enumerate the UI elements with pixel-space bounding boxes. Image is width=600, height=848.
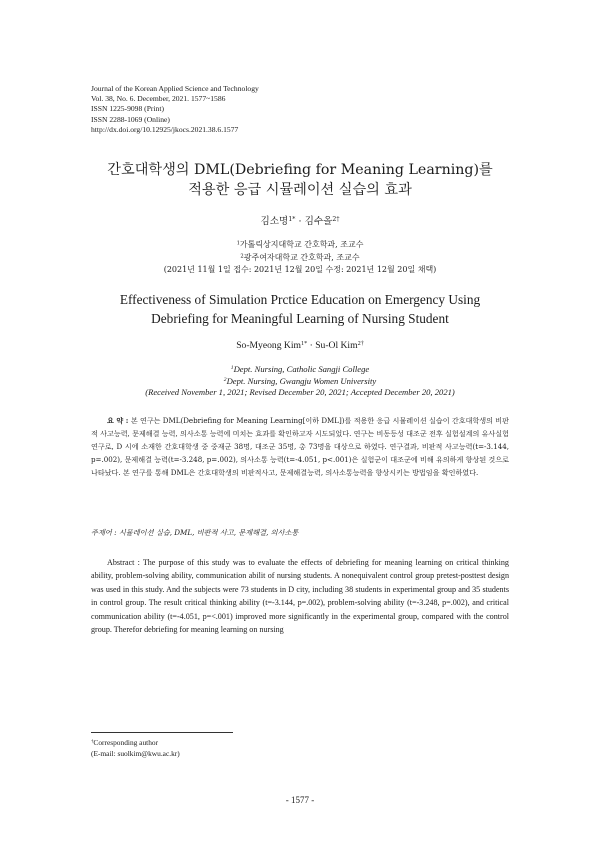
korean-affiliation-2 [0, 252, 600, 265]
korean-abstract [91, 414, 509, 479]
korean-abstract-text: 본 연구는 DML(Debriefing for Meaning Learning[이하 DML])를 적용한 응급 시뮬레이션 실습이 간호대학생의 비판적 사고능력, 문제해결 능력, 의사소통 능력에 미치는 효과를 확인하고자 시도되었다. 연구는 비동등성 대조군 전후 실험설계의 유사실험연구로, D 시에 소재한 간호대학생 중 중재군 38명, 대조군 35명, 총 73명을 대상으로 하였다. 연구결과, 비판적 사고능력(t=-3.144, p=.002), 문제해결 능력(t=-3.248, p=.002), 의사소통 능력(t=-4.051, p<.001)은 실험군이 대조군에 비해 유의하게 향상된 것으로 나타났다. 본 연구를 통해 DML은 간호대학생의 비판적사고, 문제해결능력, 의사소통능력을 향상시키는 방법임을 확인하였다. [91, 416, 510, 477]
korean-authors [0, 213, 600, 227]
korean-aff1-mark: 1 [236, 240, 240, 247]
english-author-2-mark: 2† [357, 339, 364, 347]
author-separator: · [295, 216, 305, 227]
korean-author-2-mark: 2† [332, 215, 340, 223]
english-affiliations [0, 364, 600, 399]
english-abstract-text: The purpose of this study was to evaluate the effects of debriefing for meaning learning on critical thinking ability, problem-solving ability, communication abilit of nursing students. A nonequivalent control group pretest-posttest design was used in this study. And the subjects were 73 students in D city, including 38 students in experimental group and 35 students in control group. The result critical thinking ability (t=-3.144, p=.002), problem-solving ability (t=-3.248, p=.002), and critical communication ability (t=-4.051, p=<.001) improved more significantly in the experimental group, compared with the control group. Therefor debriefing for meaning learning on nursing [91, 558, 509, 635]
english-title-line1: Effectiveness of Simulation Prctice Education on Emergency Using [119, 292, 481, 307]
english-affiliation-1 [0, 364, 600, 376]
journal-issn-print: ISSN 1225-9098 (Print) [91, 104, 164, 114]
keywords: 주제어 : 시뮬레이션 실습, DML, 비판적 사고, 문제해결, 의사소통 [91, 528, 299, 537]
korean-title-line2: 적용한 응급 시뮬레이션 실습의 효과 [188, 182, 412, 198]
journal-volume: Vol. 38, No. 6. December, 2021. 1577~1586 [91, 94, 226, 104]
korean-affiliations [0, 239, 600, 277]
english-affiliation-2 [0, 376, 600, 388]
english-authors [0, 340, 600, 351]
english-title-line2: Debriefing for Meaningful Learning of Nursing Student [151, 311, 449, 326]
corresponding-author [91, 737, 180, 748]
journal-name: Journal of the Korean Applied Science and Technology [91, 84, 259, 93]
korean-abstract-label: 요 약 : [107, 416, 131, 425]
footnote [91, 737, 180, 759]
english-aff1-mark: 1 [230, 365, 234, 372]
english-aff1-text: Dept. Nursing, Catholic Sangji College [233, 364, 370, 374]
journal-doi[interactable]: http://dx.doi.org/10.12925/jkocs.2021.38.6.1577 [91, 124, 239, 134]
korean-author-1: 김소명 [260, 216, 289, 227]
english-author-2: Su-Ol Kim [315, 340, 358, 351]
korean-title-line1: 간호대학생의 DML(Debriefing for Meaning Learning)를 [107, 162, 493, 178]
author-separator: · [307, 340, 316, 351]
korean-dates: (2021년 11월 1일 접수: 2021년 12월 20일 수정: 2021년 12월 20일 채택) [163, 265, 437, 274]
english-title [0, 290, 600, 328]
english-aff2-text: Dept. Nursing, Gwangju Women University [226, 375, 377, 386]
korean-title [0, 160, 600, 200]
korean-aff2-text: 광주여자대학교 간호학과, 조교수 [243, 252, 360, 262]
corresponding-email[interactable]: (E-mail: suolkim@kwu.ac.kr) [91, 749, 180, 758]
english-dates: (Received November 1, 2021; Revised December 20, 2021; Accepted December 20, 2021) [145, 387, 455, 397]
page-number: - 1577 - [285, 795, 315, 805]
english-abstract [91, 556, 509, 636]
english-author-1-mark: 1* [300, 339, 308, 347]
korean-author-1-mark: 1* [288, 215, 296, 223]
korean-affiliation-1 [0, 239, 600, 252]
korean-author-2: 김수올 [304, 216, 333, 227]
korean-aff2-mark: 2 [240, 252, 244, 259]
corresponding-label: Corresponding author [93, 738, 159, 747]
corresponding-mark: † [91, 739, 94, 745]
korean-aff1-text: 가톨릭상지대학교 간호학과, 조교수 [239, 240, 364, 249]
english-aff2-mark: 2 [223, 376, 227, 383]
footnote-divider [91, 732, 233, 733]
journal-issn-online: ISSN 2288-1069 (Online) [91, 114, 170, 124]
english-author-1: So-Myeong Kim [236, 340, 301, 351]
english-abstract-label: Abstract : [107, 558, 143, 567]
journal-header [91, 84, 259, 135]
